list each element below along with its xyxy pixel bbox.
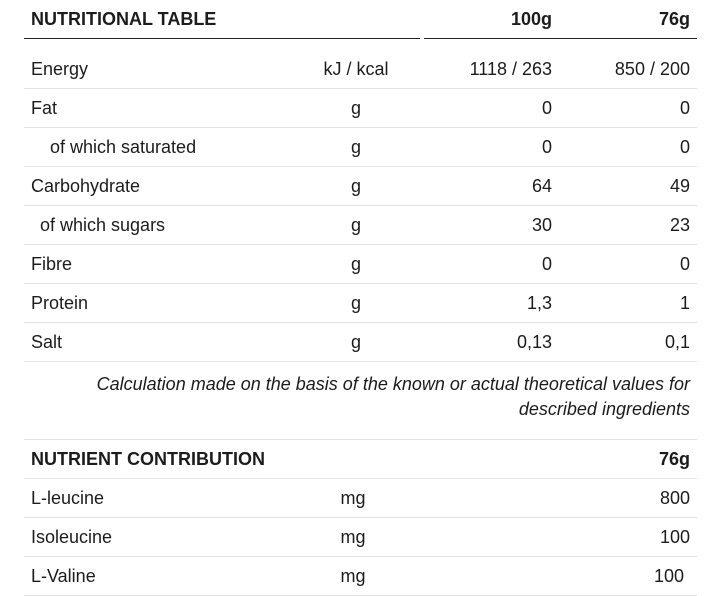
column-header-76g: 76g <box>658 449 690 469</box>
nutrient-contribution-header <box>24 440 697 479</box>
row-label: Isoleucine <box>31 527 113 547</box>
row-value-76g: 800 <box>659 488 690 508</box>
row-value-100g: 0 <box>541 137 552 157</box>
row-unit: g <box>350 215 361 235</box>
row-label: Energy <box>31 59 89 79</box>
row-value-76g: 100 <box>653 566 684 586</box>
row-unit: kJ / kcal <box>323 59 389 79</box>
row-value-76g: 0 <box>679 137 690 157</box>
row-unit: mg <box>340 566 366 586</box>
row-label: Salt <box>31 332 63 352</box>
row-unit: g <box>350 254 361 274</box>
row-value-76g: 23 <box>669 215 690 235</box>
column-header-76g: 76g <box>658 9 690 29</box>
calculation-note <box>24 362 697 440</box>
table-row-l-leucine <box>24 479 697 518</box>
row-value-76g: 0,1 <box>664 332 690 352</box>
row-value-76g: 0 <box>679 254 690 274</box>
row-unit: mg <box>340 488 366 508</box>
row-value-100g: 1118 / 263 <box>469 59 552 79</box>
row-label: of which sugars <box>40 215 166 235</box>
row-label: of which saturated <box>50 137 197 157</box>
table-row-isoleucine <box>24 518 697 557</box>
row-unit: g <box>350 176 361 196</box>
row-label: Protein <box>31 293 89 313</box>
row-value-76g: 0 <box>679 98 690 118</box>
row-unit: g <box>350 332 361 352</box>
row-label: Fat <box>31 98 58 118</box>
row-label: L-leucine <box>31 488 105 508</box>
table-row-l-valine <box>24 557 697 596</box>
table-row-fat <box>24 89 697 128</box>
row-value-100g: 64 <box>531 176 552 196</box>
calculation-note-text: Calculation made on the basis of the known or actual theoretical values for described ingredients <box>96 374 690 419</box>
row-value-100g: 1,3 <box>526 293 552 313</box>
row-unit: g <box>350 98 361 118</box>
table-row-protein <box>24 284 697 323</box>
nutritional-table-header <box>24 0 697 39</box>
table-row-energy <box>24 39 697 89</box>
row-value-100g: 0,13 <box>516 332 552 352</box>
row-value-76g: 49 <box>669 176 690 196</box>
row-unit: mg <box>340 527 366 547</box>
row-label: Carbohydrate <box>31 176 141 196</box>
row-value-100g: 0 <box>541 254 552 274</box>
row-value-100g: 0 <box>541 98 552 118</box>
row-label: L-Valine <box>31 566 96 586</box>
nutrient-contribution-title: NUTRIENT CONTRIBUTION <box>31 449 265 469</box>
row-value-76g: 100 <box>659 527 690 547</box>
row-value-76g: 1 <box>679 293 690 313</box>
row-value-100g: 30 <box>531 215 552 235</box>
table-row-carbohydrate <box>24 167 697 206</box>
table-row-salt <box>24 323 697 362</box>
row-value-76g: 850 / 200 <box>614 59 690 79</box>
table-row-saturated <box>24 128 697 167</box>
column-header-100g: 100g <box>510 9 552 29</box>
row-unit: g <box>350 137 361 157</box>
nutrition-table <box>24 0 697 596</box>
row-unit: g <box>350 293 361 313</box>
row-label: Fibre <box>31 254 73 274</box>
table-row-sugars <box>24 206 697 245</box>
table-row-fibre <box>24 245 697 284</box>
nutritional-table-title: NUTRITIONAL TABLE <box>31 9 217 29</box>
